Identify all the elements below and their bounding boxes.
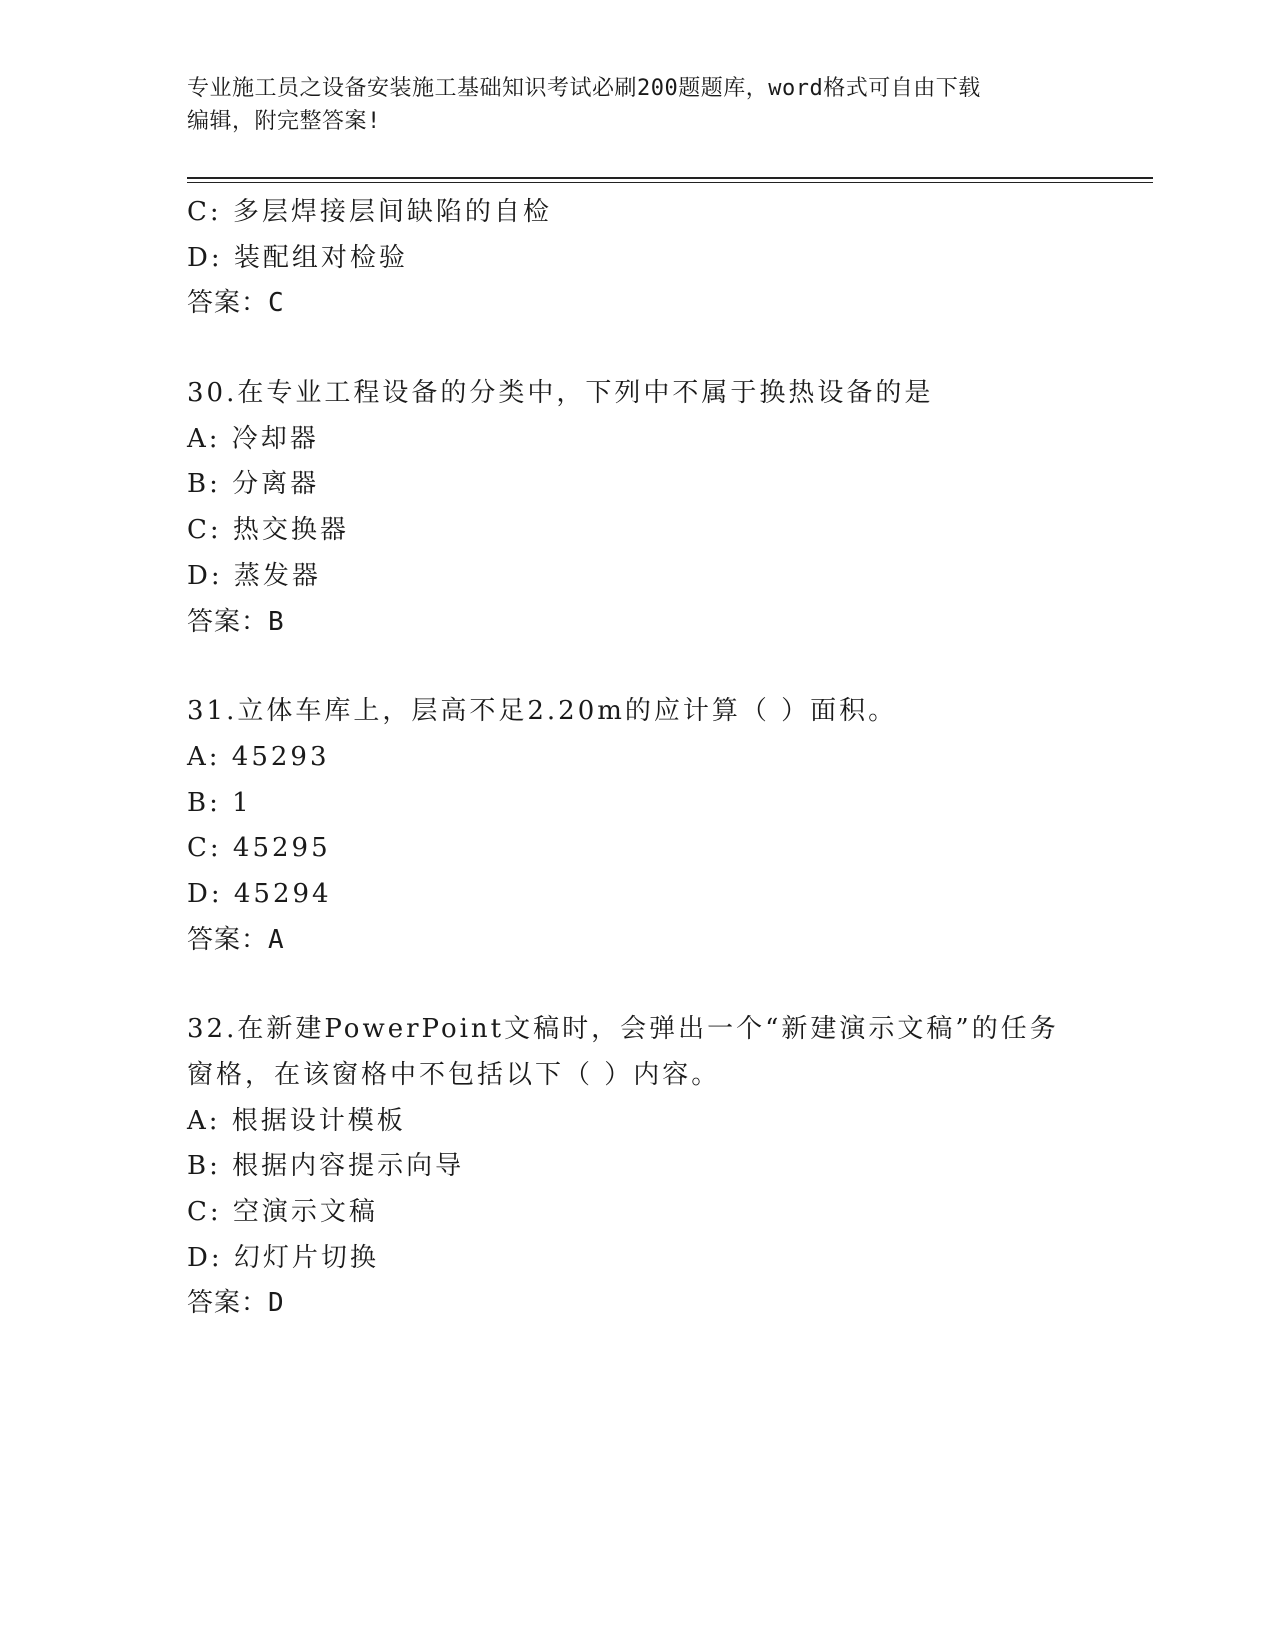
- question-30-stem: 30.在专业工程设备的分类中，下列中不属于换热设备的是: [187, 378, 934, 409]
- question-31-option-d: D: 45294: [187, 878, 332, 909]
- question-30-option-a: A: 冷却器: [187, 423, 319, 454]
- question-31-option-a: A: 45293: [187, 741, 330, 772]
- question-32-answer: 答案：D: [187, 1288, 285, 1319]
- question-32-option-a: A: 根据设计模板: [187, 1105, 406, 1136]
- question-30-option-c: C: 热交换器: [187, 515, 349, 546]
- prev-answer: 答案：C: [187, 288, 285, 319]
- header-title-line1: 专业施工员之设备安装施工基础知识考试必刷200题题库，word格式可自由下载: [187, 76, 981, 101]
- question-list: [187, 190, 1117, 1327]
- question-30-option-b: B: 分离器: [187, 469, 320, 500]
- header-divider-thin: [187, 182, 1153, 183]
- question-30-option-d: D: 蒸发器: [187, 560, 321, 591]
- question-32-stem-line1: 32.在新建PowerPoint文稿时，会弹出一个“新建演示文稿”的任务: [187, 1014, 1059, 1045]
- question-32-option-b: B: 根据内容提示向导: [187, 1151, 465, 1182]
- question-31-answer: 答案：A: [187, 924, 285, 955]
- question-31-option-c: C: 45295: [187, 833, 331, 864]
- question-32-option-d: D: 幻灯片切换: [187, 1242, 379, 1273]
- question-31-option-b: B: 1: [187, 787, 252, 818]
- question-30-answer: 答案：B: [187, 606, 285, 637]
- prev-option-c: C: 多层焊接层间缺陷的自检: [187, 197, 552, 227]
- question-31-stem: 31.立体车库上，层高不足2.20m的应计算（ ）面积。: [187, 696, 898, 727]
- header-title-line2: 编辑，附完整答案!: [187, 109, 381, 134]
- question-32-stem-line2: 窗格，在该窗格中不包括以下（ ）内容。: [187, 1060, 721, 1090]
- prev-option-d: D: 装配组对检验: [187, 242, 408, 273]
- question-32-option-c: C: 空演示文稿: [187, 1197, 378, 1228]
- document-header: [187, 72, 1087, 138]
- header-divider-thick: [187, 177, 1153, 179]
